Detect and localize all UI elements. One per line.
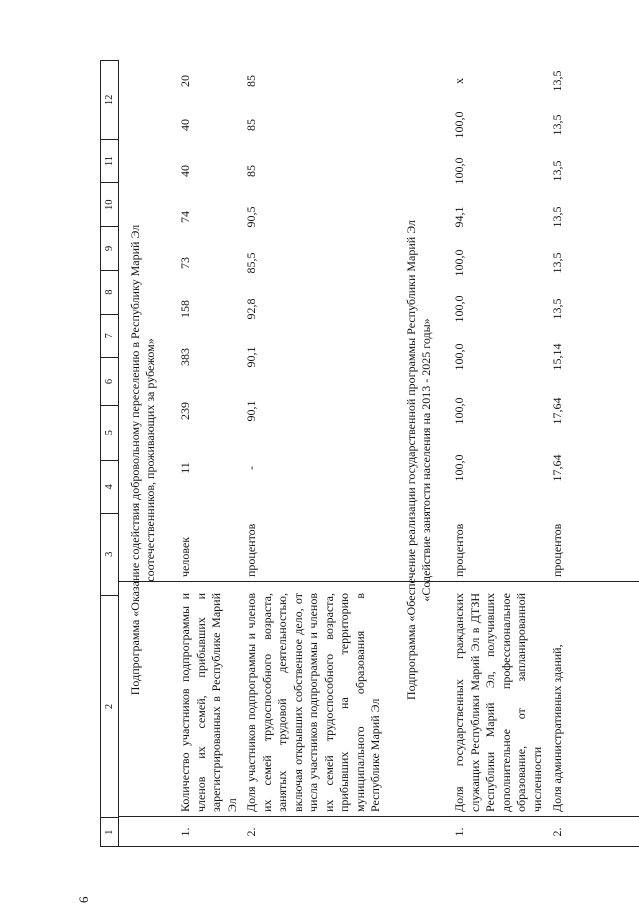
row-number: 1.: [452, 827, 466, 837]
subprogram-b-title-line1: Подпрограмма «Обеспечение реализации государственной программы Республики Марий Эл: [404, 220, 418, 700]
row-number: 1.: [178, 827, 192, 837]
column-number-header: [100, 60, 119, 847]
row-number: 2.: [244, 827, 258, 837]
value-col-7: 92,8: [244, 298, 258, 320]
subprogram-a-title: [128, 115, 158, 805]
col-number-1: 1: [101, 818, 118, 847]
value-col-6: 90,1: [244, 346, 258, 368]
value-col-7: 13,5: [550, 298, 564, 320]
indicator-description: Количество участников подпрограммы и членов их семей, прибывших и зарегистрированных в Республике Марий Эл: [178, 593, 239, 812]
indicator-description: Доля государственных гражданских служащих Республики Марий Эл в ДТЗН Республики Марий Эл, получивших дополнительное профессиональное образование, от запланированной численности: [452, 593, 544, 812]
value-col-6: 383: [178, 348, 192, 366]
value-col-11: 40: [178, 119, 192, 131]
value-col-5: 17,64: [550, 397, 564, 425]
col-number-3: 3: [101, 513, 118, 595]
value-col-8: 100,0: [452, 249, 466, 277]
subprogram-b-title: [404, 115, 434, 805]
indicator-description: Доля участников подпрограммы и членов их семей трудоспособного возраста, занятых трудовой деятельностью, включая открывших собственное дело, от числа участников подпрограммы и членов их семей трудоспособного возраста, прибывших на территорию муниципального образования в Республике Марий Эл: [244, 593, 382, 812]
value-col-9: 90,5: [244, 206, 258, 228]
value-col-11: 100,0: [452, 111, 466, 139]
page-number: 6: [76, 896, 91, 903]
col-number-6: 6: [101, 357, 118, 404]
value-col-10: 40: [178, 165, 192, 177]
value-col-5: 239: [178, 402, 192, 420]
value-col-10: 100,0: [452, 157, 466, 185]
subprogram-a-title-line2: соотечественников, проживающих за рубежом»: [143, 338, 157, 582]
value-col-4: 11: [178, 462, 192, 474]
indicator-description: Доля административных зданий,: [550, 644, 564, 812]
value-col-12: 85: [244, 75, 258, 87]
unit: процентов: [550, 523, 564, 577]
value-col-4: 100,0: [452, 454, 466, 482]
value-col-11: 13,5: [550, 114, 564, 136]
value-col-12: 13,5: [550, 70, 564, 92]
value-col-12: 20: [178, 75, 192, 87]
value-col-6: 100,0: [452, 343, 466, 371]
value-col-9: 74: [178, 211, 192, 223]
subprogram-a-title-line1: Подпрограмма «Оказание содействия добровольному переселению в Республику Марий Эл: [128, 224, 142, 696]
col-number-12: 12: [104, 94, 115, 106]
subprogram-b-title-line2: «Содействие занятости населения на 2013 - 2025 годы»: [419, 318, 433, 602]
value-col-4: -: [244, 466, 258, 470]
value-col-11: 85: [244, 119, 258, 131]
value-col-9: 94,1: [452, 206, 466, 228]
value-col-7: 100,0: [452, 295, 466, 323]
row-number: 2.: [550, 827, 564, 837]
column-divider: [118, 581, 639, 582]
unit: человек: [178, 536, 192, 577]
unit: процентов: [244, 523, 258, 577]
value-col-10: 85: [244, 165, 258, 177]
value-col-6: 15,14: [550, 343, 564, 371]
col-number-7: 7: [101, 314, 118, 358]
value-col-5: 90,1: [244, 400, 258, 422]
col-number-11: 11: [101, 139, 118, 183]
col-number-4: 4: [101, 460, 118, 513]
value-col-5: 100,0: [452, 397, 466, 425]
value-col-12: x: [452, 78, 466, 84]
value-col-9: 13,5: [550, 206, 564, 228]
value-col-4: 17,64: [550, 454, 564, 482]
value-col-10: 13,5: [550, 160, 564, 182]
col-number-9: 9: [101, 226, 118, 270]
value-col-8: 73: [178, 257, 192, 269]
col-number-5: 5: [101, 405, 118, 460]
col-number-8: 8: [101, 270, 118, 314]
col-number-10: 10: [101, 182, 118, 226]
unit: процентов: [452, 523, 466, 577]
value-col-8: 13,5: [550, 252, 564, 274]
col-number-2: 2: [101, 595, 118, 818]
value-col-7: 158: [178, 300, 192, 318]
value-col-8: 85,5: [244, 252, 258, 274]
